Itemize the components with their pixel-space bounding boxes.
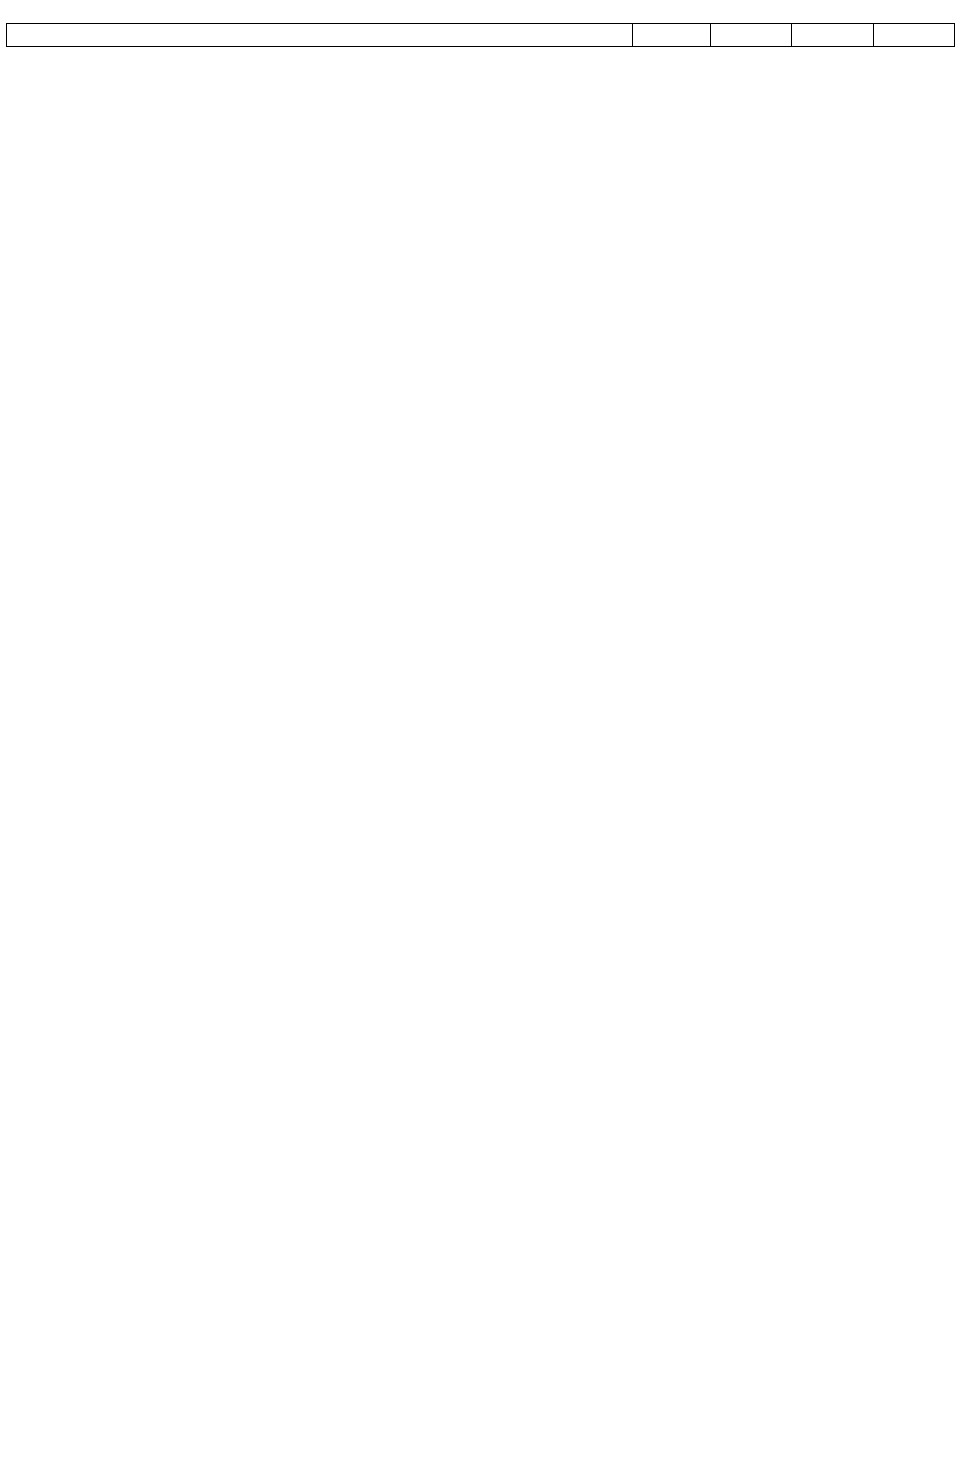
header-1-key bbox=[633, 23, 711, 47]
requirements-table bbox=[6, 23, 955, 48]
document-page bbox=[6, 0, 956, 47]
header-4-keys bbox=[874, 23, 955, 47]
table-header-row bbox=[7, 23, 955, 47]
header-3-keys bbox=[792, 23, 874, 47]
header-2-keys bbox=[711, 23, 792, 47]
header-requirements bbox=[7, 23, 633, 47]
table-title bbox=[6, 0, 956, 23]
